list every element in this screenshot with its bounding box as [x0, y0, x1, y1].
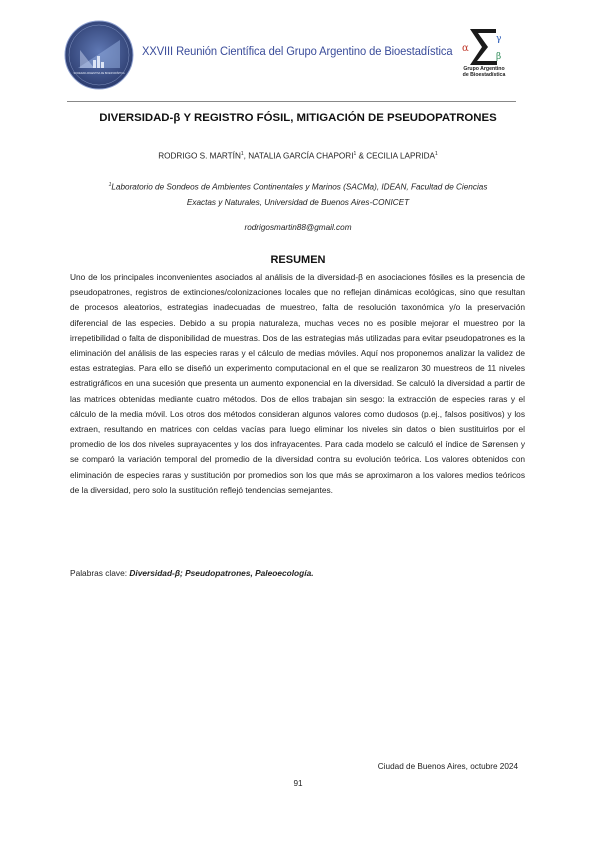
header-divider	[67, 101, 516, 102]
gab-logo-caption	[452, 66, 516, 78]
svg-text:β: β	[496, 52, 502, 62]
affiliation-text: Laboratorio de Sondeos de Ambientes Continentales y Marinos (SACMa), IDEAN, Facultad de Ciencias Exactas y Naturales, Universidad de Buenos Aires-CONICET	[111, 182, 488, 207]
author-separator: ,	[243, 151, 249, 161]
svg-text:α: α	[462, 43, 469, 54]
gab-logo-caption-line1: Grupo Argentino	[463, 66, 505, 72]
author-name: NATALIA GARCÍA CHAPORI	[248, 151, 354, 161]
gab-sigma-logo	[452, 25, 516, 89]
conference-title: XXVIII Reunión Científica del Grupo Argentino de Bioestadística	[142, 44, 453, 58]
keywords-label: Palabras clave:	[70, 568, 130, 578]
affiliation	[100, 178, 496, 210]
gab-logo-caption-line2: de Bioestadística	[462, 72, 506, 78]
keywords	[70, 568, 525, 578]
keywords-list: Diversidad-β; Pseudopatrones, Paleoecología.	[129, 568, 314, 578]
author-name: RODRIGO S. MARTÍN	[158, 151, 241, 161]
svg-text:γ: γ	[496, 34, 502, 44]
author-affil-mark: 1	[353, 151, 357, 157]
author-affil-mark: 1	[434, 151, 438, 157]
abstract-heading: RESUMEN	[270, 254, 326, 266]
sab-logo	[64, 20, 134, 90]
contact-email[interactable]: rodrigosmartin88@gmail.com	[244, 223, 352, 232]
author-and: &	[356, 151, 367, 161]
author-name: CECILIA LAPRIDA	[366, 151, 435, 161]
page-number: 91	[293, 779, 303, 788]
sab-logo-text: SOCIEDAD ARGENTINA DE BIOESTADÍSTICA	[73, 72, 125, 75]
affiliation-mark: 1	[108, 182, 112, 188]
footer-city-date: Ciudad de Buenos Aires, octubre 2024	[377, 762, 518, 771]
abstract-body: Uno de los principales inconvenientes asociados al análisis de la diversidad-β en asociaciones fósiles es la presencia de pseudopatrones, registros de extinciones/colonizaciones locales que no reflejan dinámicas ecológicas, sino que resultan de procesos aleatorios, estrategias inadecuadas de muestreo, falta de resolución taxonómica y/o la preservación diferencial de las especies. Debido a su propia naturaleza, muchas veces no es posible mejorar el muestreo por la irrepetibilidad o falta de disponibilidad de muestras. Dos de las estrategias más utilizadas para evitar pseudopatrones es la eliminación del análisis de las especies raras y el cálculo de medias móviles. Aquí nos proponemos analizar la validez de estas estrategias. Para ello se diseñó un experimento computacional en el que se realizaron 30 muestreos de 11 niveles estratigráficos en una sucesión que presenta un aumento exponencial en la diversidad. Se calculó la diversidad a partir de las matrices obtenidas mediante cuatro métodos. Dos de ellos trabajan sin sesgo: la extracción de especies raras y el cálculo de la media móvil. Los otros dos métodos consideran algunos valores como dudosos (p.ej., falsos positivos) y los extraen, resultando en matrices con celdas vacías para luego eliminar los niveles sin datos o bien sustituirlos por el promedio de los dos niveles suprayacentes y los dos infrayacentes. Para cada modelo se calculó el índice de Sørensen y se comparó la variación temporal del promedio de la diversidad contra su evolución teórica. Los valores obtenidos con eliminación de especies raras y sustitución por promedios son los que más se aproximaron a los valores medios teóricos de la diversidad, pero solo la sustitución reflejó tendencias semejantes.	[70, 272, 525, 495]
author-list	[40, 151, 556, 161]
author-affil-mark: 1	[240, 151, 244, 157]
paper-title: DIVERSIDAD-β Y REGISTRO FÓSIL, MITIGACIÓN DE PSEUDOPATRONES	[99, 112, 497, 124]
